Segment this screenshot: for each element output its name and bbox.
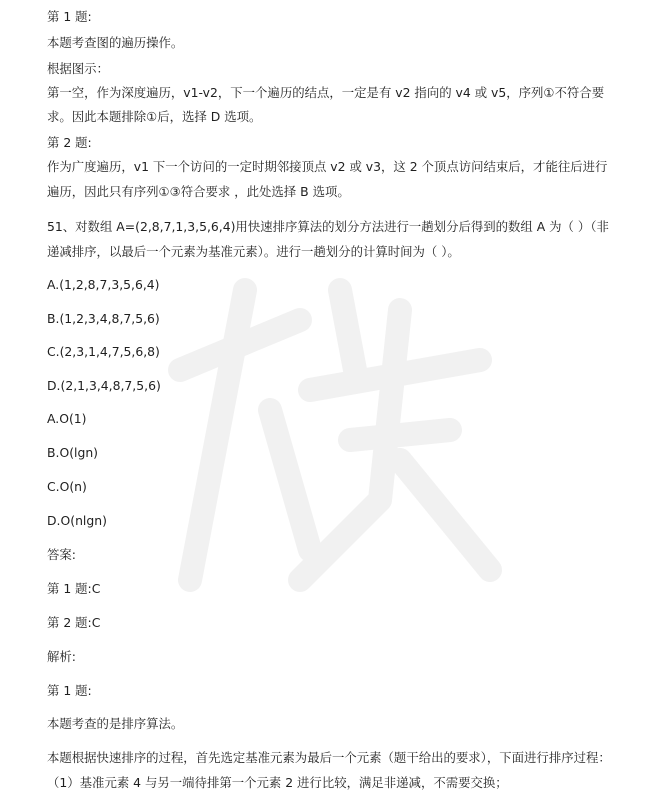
option-c-array: C.(2,3,1,4,7,5,6,8): [47, 344, 160, 359]
answer-2: 第 2 题:C: [47, 615, 101, 630]
q1-paragraph-line-2: 求。因此本题排除①后，选择 D 选项。: [47, 109, 262, 124]
q1-heading: 第 1 题:: [47, 9, 92, 24]
option-d-array: D.(2,1,3,4,8,7,5,6): [47, 378, 161, 393]
answer-label: 答案:: [47, 547, 76, 562]
option-d-complexity: D.O(nlgn): [47, 513, 107, 528]
q1-paragraph-line-1: 第一空，作为深度遍历，v1-v2，下一个遍历的结点，一定是有 v2 指向的 v4 或 v5，序列①不符合要: [47, 85, 605, 100]
answer-1: 第 1 题:C: [47, 581, 101, 596]
q2-paragraph-line-2: 遍历，因此只有序列①③符合要求 ，此处选择 B 选项。: [47, 184, 350, 199]
analysis-step-1: （1）基准元素 4 与另一端待排第一个元素 2 进行比较，满足非递减，不需要交换；: [47, 775, 508, 790]
q1-intro: 本题考查图的遍历操作。: [47, 35, 184, 50]
question-51-line-2: 递减排序，以最后一个元素为基准元素）。进行一趟划分的计算时间为（ ）。: [47, 244, 460, 259]
analysis-q1: 第 1 题:: [47, 683, 92, 698]
question-51-line-1: 51、对数组 A=(2,8,7,1,3,5,6,4)用快速排序算法的划分方法进行一趟划分后得到的数组 A 为（ ）（非: [47, 219, 609, 234]
option-a-complexity: A.O(1): [47, 411, 87, 426]
q1-refer: 根据图示：: [47, 61, 109, 76]
analysis-intro: 本题考查的是排序算法。: [47, 716, 184, 731]
q2-heading: 第 2 题:: [47, 135, 92, 150]
analysis-paragraph: 本题根据快速排序的过程，首先选定基准元素为最后一个元素（题干给出的要求），下面进行排序过程：: [47, 750, 611, 765]
option-c-complexity: C.O(n): [47, 479, 87, 494]
analysis-label: 解析:: [47, 649, 76, 664]
q2-paragraph-line-1: 作为广度遍历，v1 下一个访问的一定时期邻接顶点 v2 或 v3，这 2 个顶点访问结束后，才能往后进行: [47, 159, 608, 174]
option-b-array: B.(1,2,3,4,8,7,5,6): [47, 311, 160, 326]
option-b-complexity: B.O(lgn): [47, 445, 99, 460]
option-a-array: A.(1,2,8,7,3,5,6,4): [47, 277, 160, 292]
